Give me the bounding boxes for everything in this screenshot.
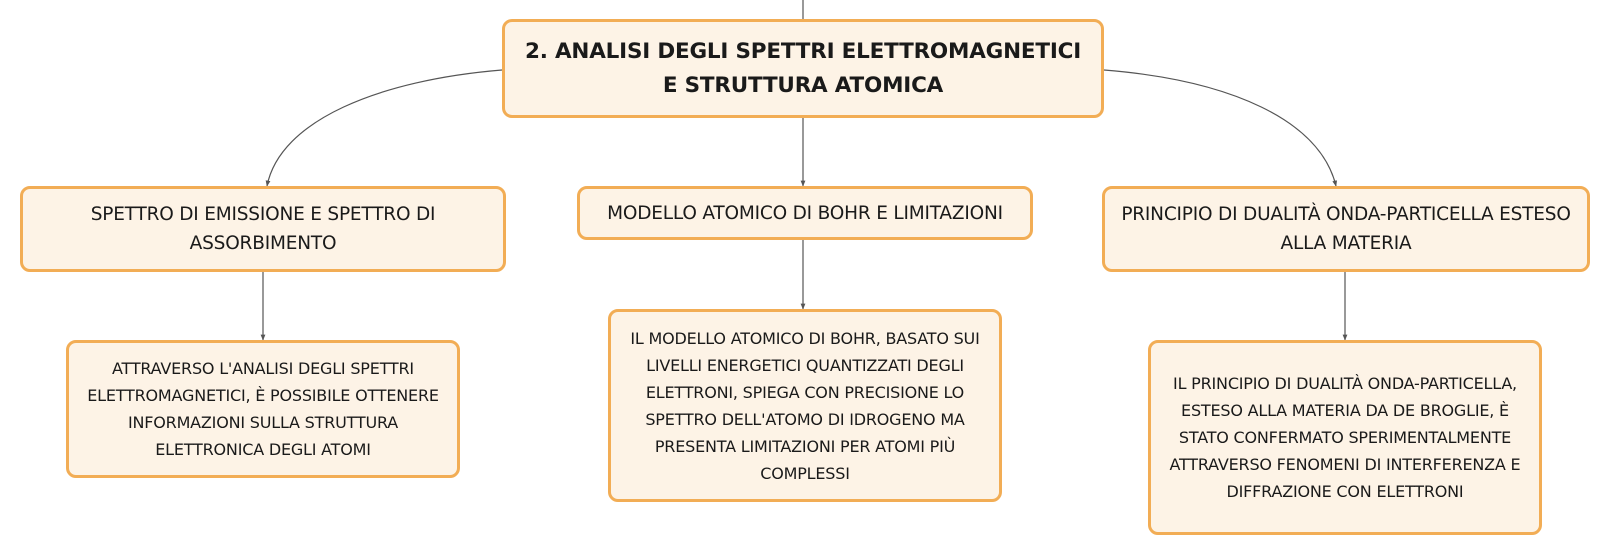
branch-node-label: MODELLO ATOMICO DI BOHR E LIMITAZIONI [607,202,1003,224]
root-topic-title: 2. ANALISI DEGLI SPETTRI ELETTROMAGNETICI E STRUTTURA ATOMICA [524,38,1082,98]
root-topic-node[interactable] [502,19,1104,118]
connector-root-to-branch-3 [1104,70,1336,186]
branch-node-label: PRINCIPIO DI DUALITÀ ONDA-PARTICELLA ESTESO ALLA MATERIA [1121,204,1571,254]
branch-node-wave-particle-duality[interactable] [1102,186,1590,272]
detail-node-text: IL PRINCIPIO DI DUALITÀ ONDA-PARTICELLA, ESTESO ALLA MATERIA DA DE BROGLIE, È STATO CONFERMATO SPERIMENTALMENTE ATTRAVERSO FENOMENI DI INTERFERENZA E DIFFRAZIONE CON ELETTRONI [1169,374,1521,501]
connector-root-to-branch-1 [267,70,502,186]
detail-node-bohr-model[interactable] [608,309,1002,502]
branch-node-label: SPETTRO DI EMISSIONE E SPETTRO DI ASSORBIMENTO [90,204,436,254]
detail-node-text: IL MODELLO ATOMICO DI BOHR, BASATO SUI LIVELLI ENERGETICI QUANTIZZATI DEGLI ELETTRONI, SPIEGA CON PRECISIONE LO SPETTRO DELL'ATOMO DI IDROGENO MA PRESENTA LIMITAZIONI PER ATOMI PIÙ COMPLESSI [630,328,980,483]
detail-node-wave-particle-duality[interactable] [1148,340,1542,535]
branch-node-emission-absorption[interactable] [20,186,506,272]
detail-node-emission-absorption[interactable] [66,340,460,478]
detail-node-text: ATTRAVERSO L'ANALISI DEGLI SPETTRI ELETTROMAGNETICI, È POSSIBILE OTTENERE INFORMAZIONI SULLA STRUTTURA ELETTRONICA DEGLI ATOMI [87,359,439,459]
branch-node-bohr-model[interactable] [577,186,1033,240]
